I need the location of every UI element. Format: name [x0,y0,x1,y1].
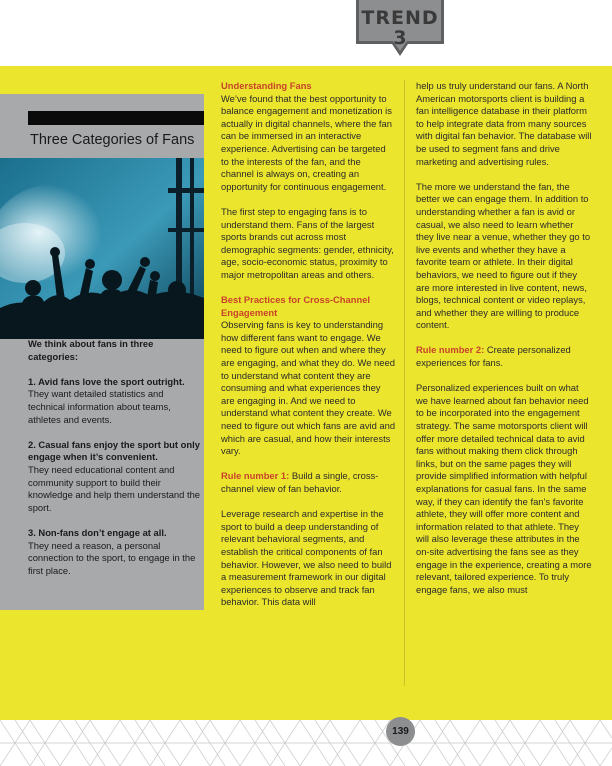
category-non-fans-body: They need a reason, a personal connection to the sport, to engage in the first place. [28,539,196,576]
paragraph: The first step to engaging fans is to understand them. Fans of the largest sports brands cut across most demographic segments: gender, ethnicity, age, socio-economic status, proximity to major metropolitan areas and others. [221,205,394,280]
article-column-2 [416,80,592,609]
sidebar-title: Three Categories of Fans [30,132,195,148]
category-non-fans [28,527,200,577]
category-casual-heading: 2. Casual fans enjoy the sport but only engage when it’s convenient. [28,438,200,463]
rule-2-text: Create personalized experiences for fans. [416,344,571,369]
footer-pattern [0,720,612,766]
column-divider [404,80,405,686]
rule-2 [416,344,592,369]
page-number: 139 [386,717,415,746]
geometric-pattern [0,720,612,766]
paragraph: Observing fans is key to understanding how different fans want to engage. We need to figure out when and where they are engaging, and what they do. We need to understand what content they are consuming and what experiences they are engaging in. And we need to understand what content they create. We need to figure out which fans are avid and which are casual, and how their interests vary. [221,319,396,457]
rule-1 [221,470,396,495]
sidebar-intro: We think about fans in three categories: [28,338,154,362]
category-avid-body: They want detailed statistics and technical information about teams, athletes and events. [28,388,171,425]
trend-label: TREND [361,7,439,29]
category-avid [28,376,200,426]
sidebar-box [0,94,204,610]
category-casual [28,439,200,515]
category-casual-body: They need educational content and community support to build their knowledge and help them understand the sport. [28,463,201,513]
trend-number: 3 [393,27,407,49]
sidebar-body [28,338,200,590]
fans-photo-graphic [0,158,204,339]
sidebar-title-bar [28,111,204,125]
paragraph: We’ve found that the best opportunity to balance engagement and monetization is actually in digital channels, where the fan can be immersed in an interactive experience. Advertising can be targeted to the interests of the fan, and the channel is always on, creating an opportunity for continuous engagement. [221,92,392,192]
rule-1-text: Build a single, cross-channel view of fan behavior. [221,470,379,494]
fans-photo [0,158,204,339]
trend-badge [356,0,444,56]
rule-1-label: Rule number 1: [221,470,290,482]
top-band [0,0,612,66]
category-avid-heading: 1. Avid fans love the sport outright. [28,375,185,387]
paragraph: Personalized experiences built on what we have learned about fan behavior need to be incorporated into the engagement strategy. The same motorsports client will offer more detailed technical data to avid fans without making them click through links, but on the same pages they will provide simplified information with helpful explanations for casual fans. In the same way, if they can identify the fan’s favorite athlete, they will offer more content and information related to that athlete. They will also leverage these attributes in the on-site advertising the fans see as they engage in the experience, creating a more relevant, tailored experience. To truly engage fans, we also must [416,382,592,595]
article-column-1 [221,80,396,622]
heading-best-practices: Best Practices for Cross-Channel Engagement [221,294,371,318]
paragraph: Leverage research and expertise in the sport to build a deep understanding of relevant behavioral segments, and establish the critical components of fan behavior. However, we also need to build a measurement framework in our digital experiences to observe and track fan behavior. This data will [221,508,392,608]
category-non-fans-heading: 3. Non-fans don’t engage at all. [28,526,167,538]
paragraph: The more we understand the fan, the better we can engage them. In addition to understanding whether a fan is avid or casual, we also need to learn whether they live near a venue, whether they go to live events and whether they have a favorite team or athlete. In their digital behaviors, we need to figure out if they are more interested in live content, news, blogs, technical content or video replays, and whether they are willing to produce content. [416,180,591,331]
rule-2-label: Rule number 2: [416,344,485,356]
heading-understanding-fans: Understanding Fans [221,80,312,91]
paragraph: help us truly understand our fans. A North American motorsports client is building a fan intelligence database in their platform to help integrate data from many sources with digital fan behavior. The database will be used to segment fans and drive marketing and advertising rules. [416,80,592,167]
